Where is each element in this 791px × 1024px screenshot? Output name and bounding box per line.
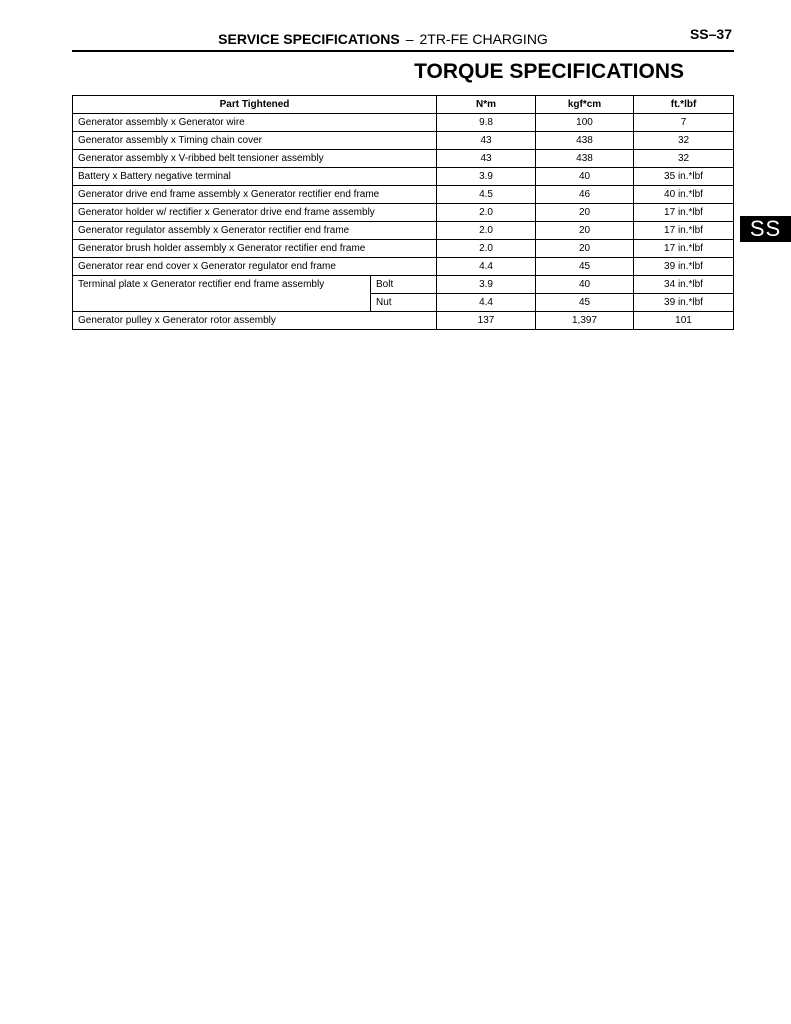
cell-ftlbf: 7 (634, 114, 734, 132)
cell-part: Generator holder w/ rectifier x Generator drive end frame assembly (73, 204, 437, 222)
table-row (73, 168, 734, 186)
cell-ftlbf: 35 in.*lbf (634, 168, 734, 186)
page-number: SS–37 (689, 26, 732, 42)
cell-ftlbf: 32 (634, 150, 734, 168)
cell-kgfcm: 20 (536, 240, 634, 258)
cell-part: Generator pulley x Generator rotor assembly (73, 312, 437, 330)
cell-nm: 3.9 (437, 168, 536, 186)
table-row (73, 114, 734, 132)
cell-ftlbf: 32 (634, 132, 734, 150)
cell-kgfcm: 438 (536, 150, 634, 168)
torque-specifications-table (72, 95, 734, 330)
cell-nm: 4.4 (437, 294, 536, 312)
header-title-normal: 2TR-FE CHARGING (419, 31, 548, 47)
cell-kgfcm: 46 (536, 186, 634, 204)
cell-kgfcm: 40 (536, 168, 634, 186)
cell-nm: 2.0 (437, 222, 536, 240)
table-row (73, 222, 734, 240)
cell-ftlbf: 17 in.*lbf (634, 240, 734, 258)
table-row (73, 312, 734, 330)
cell-nm: 137 (437, 312, 536, 330)
cell-part: Battery x Battery negative terminal (73, 168, 437, 186)
header-dash: – (405, 31, 414, 47)
cell-ftlbf: 34 in.*lbf (634, 276, 734, 294)
cell-nm: 43 (437, 150, 536, 168)
cell-kgfcm: 438 (536, 132, 634, 150)
cell-part: Generator regulator assembly x Generator rectifier end frame (73, 222, 437, 240)
cell-ftlbf: 17 in.*lbf (634, 204, 734, 222)
cell-kgfcm: 100 (536, 114, 634, 132)
cell-part: Generator drive end frame assembly x Generator rectifier end frame (73, 186, 437, 204)
cell-part: Generator assembly x Timing chain cover (73, 132, 437, 150)
cell-nm: 43 (437, 132, 536, 150)
cell-nm: 3.9 (437, 276, 536, 294)
header-title-bold: SERVICE SPECIFICATIONS (218, 31, 400, 47)
cell-part: Generator rear end cover x Generator regulator end frame (73, 258, 437, 276)
table-row (73, 276, 734, 294)
cell-part: Generator assembly x Generator wire (73, 114, 437, 132)
page-header (72, 28, 734, 52)
cell-fastener-type: Bolt (371, 276, 437, 294)
cell-nm: 2.0 (437, 204, 536, 222)
cell-ftlbf: 17 in.*lbf (634, 222, 734, 240)
cell-ftlbf: 39 in.*lbf (634, 294, 734, 312)
cell-ftlbf: 40 in.*lbf (634, 186, 734, 204)
cell-nm: 9.8 (437, 114, 536, 132)
header-ftlbf: ft.*lbf (634, 96, 734, 114)
cell-nm: 4.5 (437, 186, 536, 204)
header-nm: N*m (437, 96, 536, 114)
table-row (73, 186, 734, 204)
section-tab: SS (740, 216, 791, 242)
cell-kgfcm: 45 (536, 258, 634, 276)
table-header-row (73, 96, 734, 114)
header-part-tightened: Part Tightened (73, 96, 437, 114)
table-row (73, 258, 734, 276)
cell-ftlbf: 39 in.*lbf (634, 258, 734, 276)
table-row (73, 132, 734, 150)
cell-kgfcm: 40 (536, 276, 634, 294)
section-title: TORQUE SPECIFICATIONS (414, 60, 684, 83)
cell-kgfcm: 1,397 (536, 312, 634, 330)
cell-nm: 2.0 (437, 240, 536, 258)
cell-ftlbf: 101 (634, 312, 734, 330)
cell-kgfcm: 45 (536, 294, 634, 312)
cell-kgfcm: 20 (536, 222, 634, 240)
cell-part: Generator assembly x V-ribbed belt tensioner assembly (73, 150, 437, 168)
cell-part: Generator brush holder assembly x Generator rectifier end frame (73, 240, 437, 258)
cell-nm: 4.4 (437, 258, 536, 276)
cell-kgfcm: 20 (536, 204, 634, 222)
cell-fastener-type: Nut (371, 294, 437, 312)
header-title (72, 31, 694, 47)
table-row (73, 204, 734, 222)
cell-part: Terminal plate x Generator rectifier end frame assembly (73, 276, 371, 312)
table-row (73, 150, 734, 168)
header-kgfcm: kgf*cm (536, 96, 634, 114)
table-row (73, 240, 734, 258)
